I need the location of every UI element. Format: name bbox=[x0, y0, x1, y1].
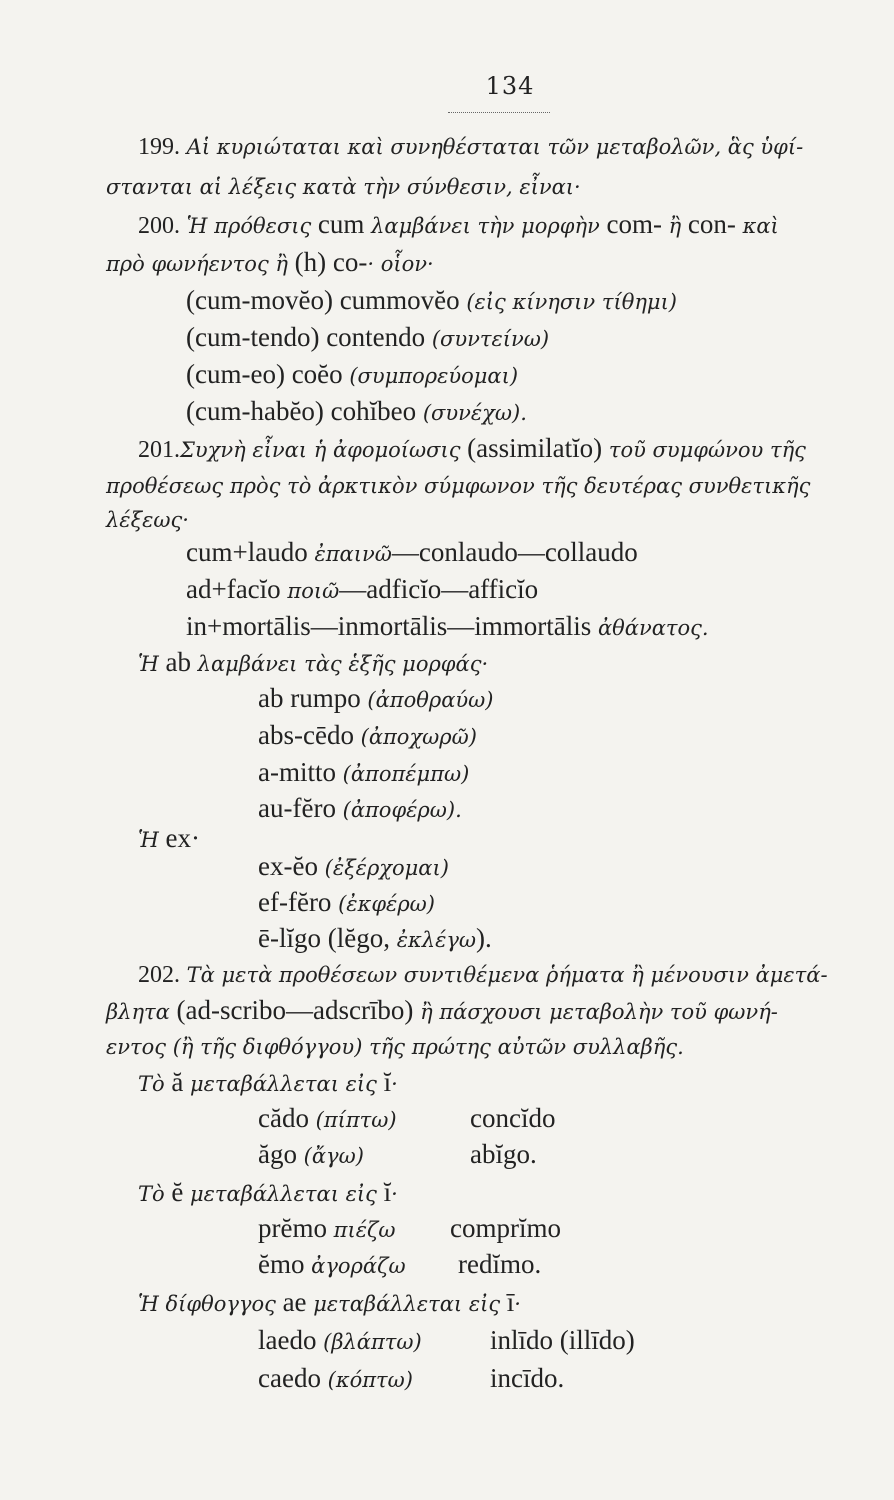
latin-text: ab rumpo bbox=[258, 683, 361, 713]
latin-text: redĭmo. bbox=[458, 1249, 542, 1279]
latin-text: incīdo. bbox=[490, 1363, 565, 1393]
latin-text: ē-lĭgo (lĕgo, bbox=[258, 923, 397, 953]
latin-text: cădo bbox=[258, 1103, 309, 1133]
greek-text: · bbox=[391, 1182, 398, 1206]
greek-text: βλητα bbox=[106, 1000, 177, 1024]
latin-text: abs-cēdo bbox=[258, 720, 354, 750]
text-line bbox=[138, 646, 488, 680]
latin-text: laedo bbox=[258, 1325, 317, 1355]
text-line bbox=[258, 1212, 858, 1246]
latin-text: ĕ bbox=[171, 1177, 184, 1207]
text-line bbox=[258, 1324, 858, 1358]
greek-text: Αἱ κυριώταται καὶ συνηθέσταται τῶν μεταβολῶν, ἃς ὑφί- bbox=[180, 135, 804, 159]
latin-text: ad+facĭo bbox=[186, 574, 288, 604]
text-line bbox=[138, 1286, 521, 1320]
greek-text: (ἀποχωρῶ) bbox=[353, 725, 477, 749]
greek-text: λαμβάνει τὰς ἑξῆς μορφάς· bbox=[191, 652, 489, 676]
greek-text: μεταβάλλεται εἰς bbox=[306, 1292, 507, 1316]
greek-text: (ἄγω) bbox=[296, 1144, 364, 1168]
greek-text: · bbox=[391, 1072, 398, 1096]
greek-text: (εἰς κίνησιν τίθημι) bbox=[459, 290, 677, 314]
greek-text: μεταβάλλεται εἰς bbox=[183, 1182, 384, 1206]
greek-text: πιέζω bbox=[326, 1218, 396, 1242]
text-line bbox=[186, 610, 709, 644]
latin-text: ab bbox=[165, 647, 191, 677]
text-line bbox=[258, 1362, 858, 1396]
latin-text: cum bbox=[317, 209, 365, 239]
latin-text: prĕmo bbox=[258, 1213, 327, 1243]
latin-text: cum+laudo bbox=[186, 537, 315, 567]
greek-text: ἀγοράζω bbox=[304, 1254, 406, 1278]
text-line bbox=[138, 432, 806, 466]
latin-text: con- bbox=[687, 209, 736, 239]
greek-text: ἢ πάσχουσι μεταβολὴν τοῦ φωνή- bbox=[413, 1000, 778, 1024]
text-line bbox=[138, 130, 803, 163]
greek-text: μεταβάλλεται εἰς bbox=[183, 1072, 384, 1096]
header-rule bbox=[448, 112, 550, 113]
latin-text: ĭ bbox=[383, 1177, 392, 1207]
greek-text: ποιῶ bbox=[287, 579, 340, 603]
latin-text: (cum-tendo) contendo bbox=[186, 322, 426, 352]
latin-text: comprĭmo bbox=[450, 1213, 561, 1243]
text-line bbox=[138, 958, 828, 991]
greek-text: (πίπτω) bbox=[308, 1108, 397, 1132]
latin-text: ex-ĕo bbox=[258, 851, 318, 881]
greek-text: (βλάπτω) bbox=[316, 1330, 422, 1354]
greek-text: (συμπορεύομαι) bbox=[342, 364, 519, 388]
latin-text: a-mitto bbox=[258, 757, 336, 787]
latin-text: inlīdo (illīdo) bbox=[490, 1325, 635, 1355]
greek-text: (συνέχω). bbox=[416, 401, 527, 425]
text-line bbox=[258, 1102, 858, 1136]
latin-text: concĭdo bbox=[470, 1103, 556, 1133]
section-number: 202. bbox=[138, 962, 180, 988]
greek-text: λέξεως· bbox=[106, 508, 189, 532]
text-line bbox=[138, 1176, 398, 1210]
greek-text: Τὸ bbox=[138, 1072, 172, 1096]
greek-text: Συχνὴ εἶναι ἡ ἀφομοίωσις bbox=[180, 438, 468, 462]
text-line bbox=[186, 284, 677, 318]
greek-text: (ἐκφέρω) bbox=[331, 892, 435, 916]
latin-text: ĕmo bbox=[258, 1249, 305, 1279]
text-line bbox=[186, 358, 518, 392]
text-line bbox=[258, 850, 449, 884]
latin-text: ă bbox=[171, 1067, 184, 1097]
latin-text: (cum-movĕo) cummovĕo bbox=[186, 285, 460, 315]
page-number: 134 bbox=[485, 72, 535, 100]
greek-text: (συντείνω) bbox=[425, 327, 550, 351]
latin-text: com- bbox=[606, 209, 662, 239]
greek-text: (ἀποθραύω) bbox=[360, 688, 494, 712]
text-line bbox=[138, 1066, 398, 1100]
greek-text: Ἡ πρόθεσις bbox=[180, 214, 318, 238]
greek-text: ἐκλέγω bbox=[396, 928, 477, 952]
greek-text: λαμβάνει τὴν μορφὴν bbox=[364, 214, 607, 238]
text-line bbox=[186, 395, 527, 429]
text-line bbox=[138, 822, 200, 856]
greek-text: (ἀποπέμπω) bbox=[335, 762, 470, 786]
latin-text: —adficĭo—afficĭo bbox=[339, 574, 539, 604]
section-number: 200. bbox=[138, 213, 180, 239]
latin-text: (assimilatĭo) bbox=[467, 433, 603, 463]
greek-text: (κόπτω) bbox=[320, 1368, 413, 1392]
text-line bbox=[258, 682, 493, 716]
greek-text: Ἡ bbox=[138, 652, 166, 676]
latin-text: ex· bbox=[165, 823, 200, 853]
latin-text: in+mortālis—inmortālis—immortālis bbox=[186, 611, 598, 641]
text-line bbox=[186, 536, 638, 570]
latin-text: (cum-eo) coĕo bbox=[186, 359, 343, 389]
text-line bbox=[106, 503, 189, 536]
latin-text: caedo bbox=[258, 1363, 321, 1393]
greek-text: τοῦ συμφώνου τῆς bbox=[602, 438, 806, 462]
section-number: 199. bbox=[138, 134, 180, 160]
greek-text: ἀθάνατος. bbox=[597, 616, 709, 640]
text-line bbox=[258, 756, 469, 790]
latin-text: (cum-habĕo) cohĭbeo bbox=[186, 396, 417, 426]
text-line bbox=[258, 922, 492, 956]
greek-text: Ἡ bbox=[138, 828, 166, 852]
greek-text: στανται αἱ λέξεις κατὰ τὴν σύνθεσιν, εἶναι· bbox=[106, 175, 581, 199]
latin-text: ef-fĕro bbox=[258, 887, 332, 917]
greek-text: Τὸ bbox=[138, 1182, 172, 1206]
greek-text: πρὸ φωνήεντος ἢ bbox=[106, 252, 295, 276]
greek-text: (ἐξέρχομαι) bbox=[317, 856, 449, 880]
text-line bbox=[258, 719, 477, 753]
latin-text: (h) co- bbox=[294, 247, 368, 277]
greek-text: Τὰ μετὰ προθέσεων συντιθέμενα ῥήματα ἢ μένουσιν ἀμετά- bbox=[180, 963, 828, 987]
text-line bbox=[258, 886, 435, 920]
latin-text: —conlaudo—collaudo bbox=[391, 537, 638, 567]
latin-text: ). bbox=[476, 923, 492, 953]
greek-text: ἢ bbox=[661, 214, 688, 238]
text-line bbox=[186, 321, 549, 355]
latin-text: abĭgo. bbox=[470, 1139, 537, 1169]
greek-text: · bbox=[514, 1292, 521, 1316]
text-line bbox=[106, 246, 434, 280]
greek-text: (ἀποφέρω). bbox=[335, 798, 462, 822]
text-line bbox=[106, 994, 778, 1028]
latin-text: ae bbox=[282, 1287, 307, 1317]
latin-text: ăgo bbox=[258, 1139, 297, 1169]
greek-text: ἐπαινῶ bbox=[314, 542, 392, 566]
text-line bbox=[258, 792, 462, 826]
latin-text: ī bbox=[506, 1287, 515, 1317]
text-line bbox=[138, 208, 779, 242]
text-line bbox=[106, 469, 810, 502]
text-line bbox=[106, 1030, 684, 1063]
latin-text: (ad-scribo—adscrībo) bbox=[176, 995, 414, 1025]
greek-text: · οἷον· bbox=[367, 252, 434, 276]
greek-text: Ἡ δίφθογγος bbox=[138, 1292, 283, 1316]
greek-text: προθέσεως πρὸς τὸ ἀρκτικὸν σύμφωνον τῆς δευτέρας συνθετικῆς bbox=[106, 474, 811, 498]
latin-text: au-fĕro bbox=[258, 793, 336, 823]
text-line bbox=[258, 1248, 858, 1282]
text-line bbox=[186, 573, 538, 607]
greek-text: καὶ bbox=[735, 214, 779, 238]
section-number: 201. bbox=[138, 437, 180, 463]
text-line bbox=[258, 1138, 858, 1172]
latin-text: ĭ bbox=[383, 1067, 392, 1097]
text-line bbox=[106, 170, 581, 203]
greek-text: εντος (ἢ τῆς διφθόγγου) τῆς πρώτης αὐτῶν συλλαβῆς. bbox=[106, 1035, 684, 1059]
